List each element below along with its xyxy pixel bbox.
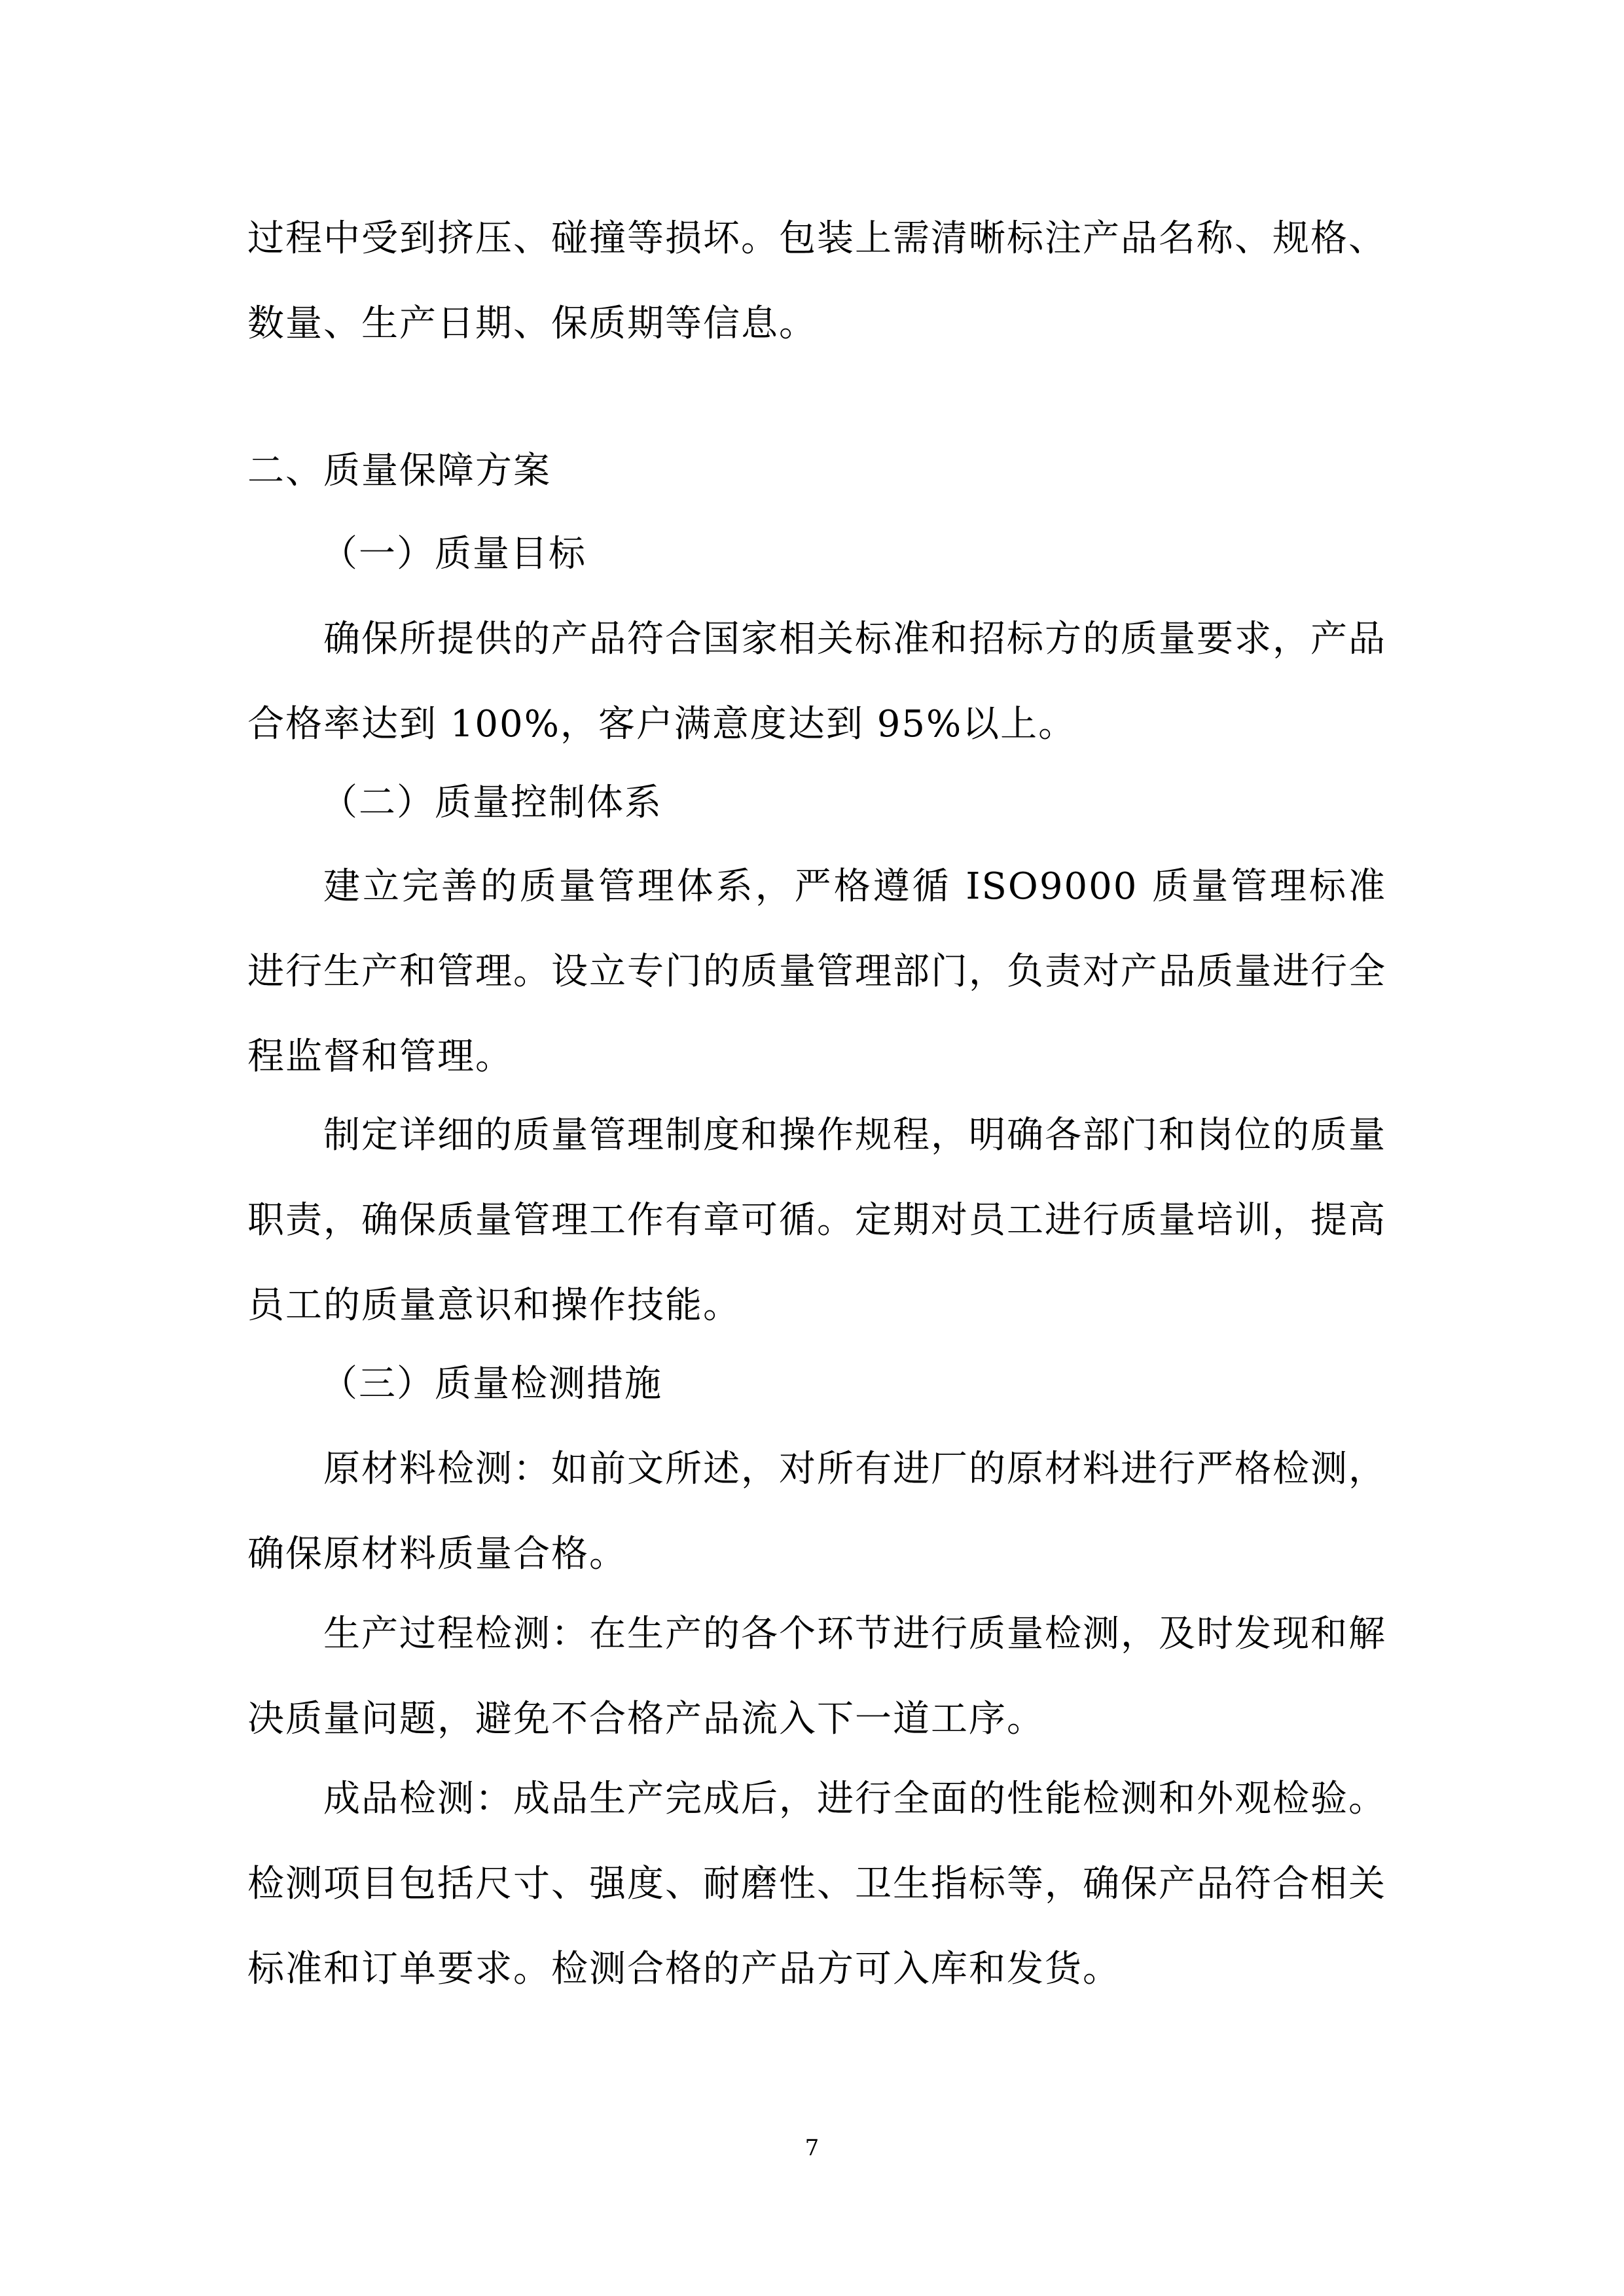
paragraph-process-inspection: 生产过程检测：在生产的各个环节进行质量检测，及时发现和解决质量问题，避免不合格产品流入下一道工序。: [247, 1613, 1386, 1740]
paragraph-control-system-1: 建立完善的质量管理体系，严格遵循 ISO9000 质量管理标准进行生产和管理。设立专门的质量管理部门，负责对产品质量进行全程监督和管理。: [247, 865, 1386, 1078]
subsection-title-inspection: （三）质量检测措施: [321, 1363, 662, 1405]
section-title: 二、质量保障方案: [247, 450, 551, 492]
subsection-title-goal: （一）质量目标: [321, 533, 586, 575]
continuation-paragraph: 过程中受到挤压、碰撞等损坏。包装上需清晰标注产品名称、规格、数量、生产日期、保质期等信息。: [247, 217, 1386, 345]
paragraph-finished-product-inspection: 成品检测：成品生产完成后，进行全面的性能检测和外观检验。检测项目包括尺寸、强度、耐磨性、卫生指标等，确保产品符合相关标准和订单要求。检测合格的产品方可入库和发货。: [247, 1778, 1386, 1990]
paragraph-raw-material-inspection: 原材料检测：如前文所述，对所有进厂的原材料进行严格检测，确保原材料质量合格。: [247, 1448, 1386, 1575]
subsection-title-control-system: （二）质量控制体系: [321, 781, 662, 824]
paragraph-control-system-2: 制定详细的质量管理制度和操作规程，明确各部门和岗位的质量职责，确保质量管理工作有章可循。定期对员工进行质量培训，提高员工的质量意识和操作技能。: [247, 1114, 1386, 1327]
paragraph-goal: 确保所提供的产品符合国家相关标准和招标方的质量要求，产品合格率达到 100%，客户满意度达到 95%以上。: [247, 618, 1386, 745]
page-number: 7: [804, 2135, 820, 2161]
